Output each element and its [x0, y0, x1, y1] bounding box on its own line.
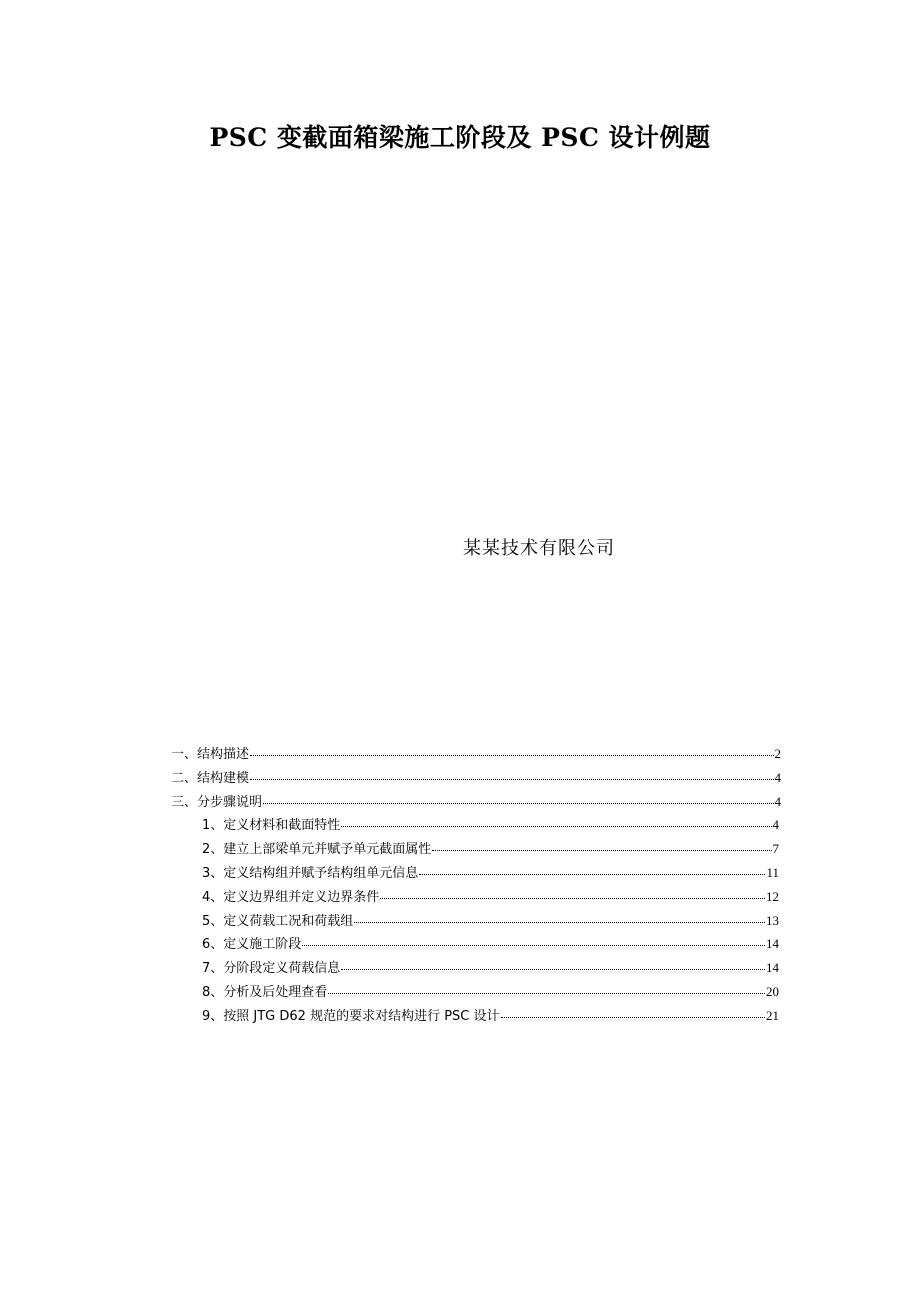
document-title: PSC 变截面箱梁施工阶段及 PSC 设计例题: [209, 123, 711, 152]
toc-leader-dots: [419, 863, 765, 877]
toc-entry-page: 12: [766, 888, 779, 904]
toc-entry[interactable]: [171, 1004, 781, 1028]
toc-entry[interactable]: [171, 885, 781, 909]
toc-entry[interactable]: [171, 742, 781, 766]
toc-entry-page: 21: [766, 1007, 779, 1023]
toc-entry-label: 8、分析及后处理查看: [202, 984, 328, 1000]
toc-entry-page: 4: [774, 769, 781, 785]
toc-entry[interactable]: [171, 813, 781, 837]
toc-leader-dots: [432, 839, 771, 853]
toc-leader-dots: [328, 982, 765, 996]
toc-leader-dots: [250, 768, 773, 782]
toc-leader-dots: [501, 1006, 765, 1020]
toc-leader-dots: [341, 815, 771, 829]
toc-entry[interactable]: [171, 837, 781, 861]
toc-entry[interactable]: [171, 861, 781, 885]
toc-entry-label: 一、结构描述: [171, 747, 250, 762]
toc-leader-dots: [302, 934, 765, 948]
toc-entry[interactable]: [171, 766, 781, 790]
toc-entry[interactable]: [171, 980, 781, 1004]
toc-entry-label: 1、定义材料和截面特性: [202, 818, 341, 834]
toc-entry-label: 2、建立上部梁单元并赋予单元截面属性: [202, 842, 432, 858]
toc-entry-label: 二、结构建模: [171, 770, 250, 786]
toc-entry-page: 13: [766, 912, 779, 928]
toc-entry[interactable]: [171, 909, 781, 933]
toc-entry-page: 4: [772, 817, 779, 833]
toc-entry-page: 7: [772, 841, 779, 857]
toc-entry-label: 4、定义边界组并定义边界条件: [202, 889, 380, 905]
table-of-contents: [171, 742, 781, 1028]
toc-leader-dots: [354, 911, 765, 925]
toc-entry-label: 9、按照 JTG D62 规范的要求对结构进行 PSC 设计: [202, 1008, 500, 1024]
toc-leader-dots: [380, 887, 765, 901]
toc-leader-dots: [250, 744, 773, 758]
toc-entry[interactable]: [171, 932, 781, 956]
toc-entry-page: 2: [774, 746, 781, 761]
toc-entry[interactable]: [171, 790, 781, 814]
toc-leader-dots: [263, 792, 773, 806]
toc-entry-label: 3、定义结构组并赋予结构组单元信息: [202, 865, 419, 881]
toc-entry-page: 11: [766, 864, 779, 880]
toc-entry-page: 14: [766, 960, 779, 976]
toc-entry-page: 14: [766, 936, 779, 952]
toc-entry-label: 三、分步骤说明: [171, 794, 263, 810]
toc-leader-dots: [341, 958, 765, 972]
toc-entry-label: 5、定义荷载工况和荷载组: [202, 913, 354, 929]
toc-entry-label: 7、分阶段定义荷载信息: [202, 961, 341, 977]
toc-entry-page: 4: [774, 793, 781, 809]
toc-entry[interactable]: [171, 956, 781, 980]
toc-entry-label: 6、定义施工阶段: [202, 937, 302, 953]
toc-entry-page: 20: [766, 983, 779, 999]
company-name: 某某技术有限公司: [463, 538, 615, 559]
